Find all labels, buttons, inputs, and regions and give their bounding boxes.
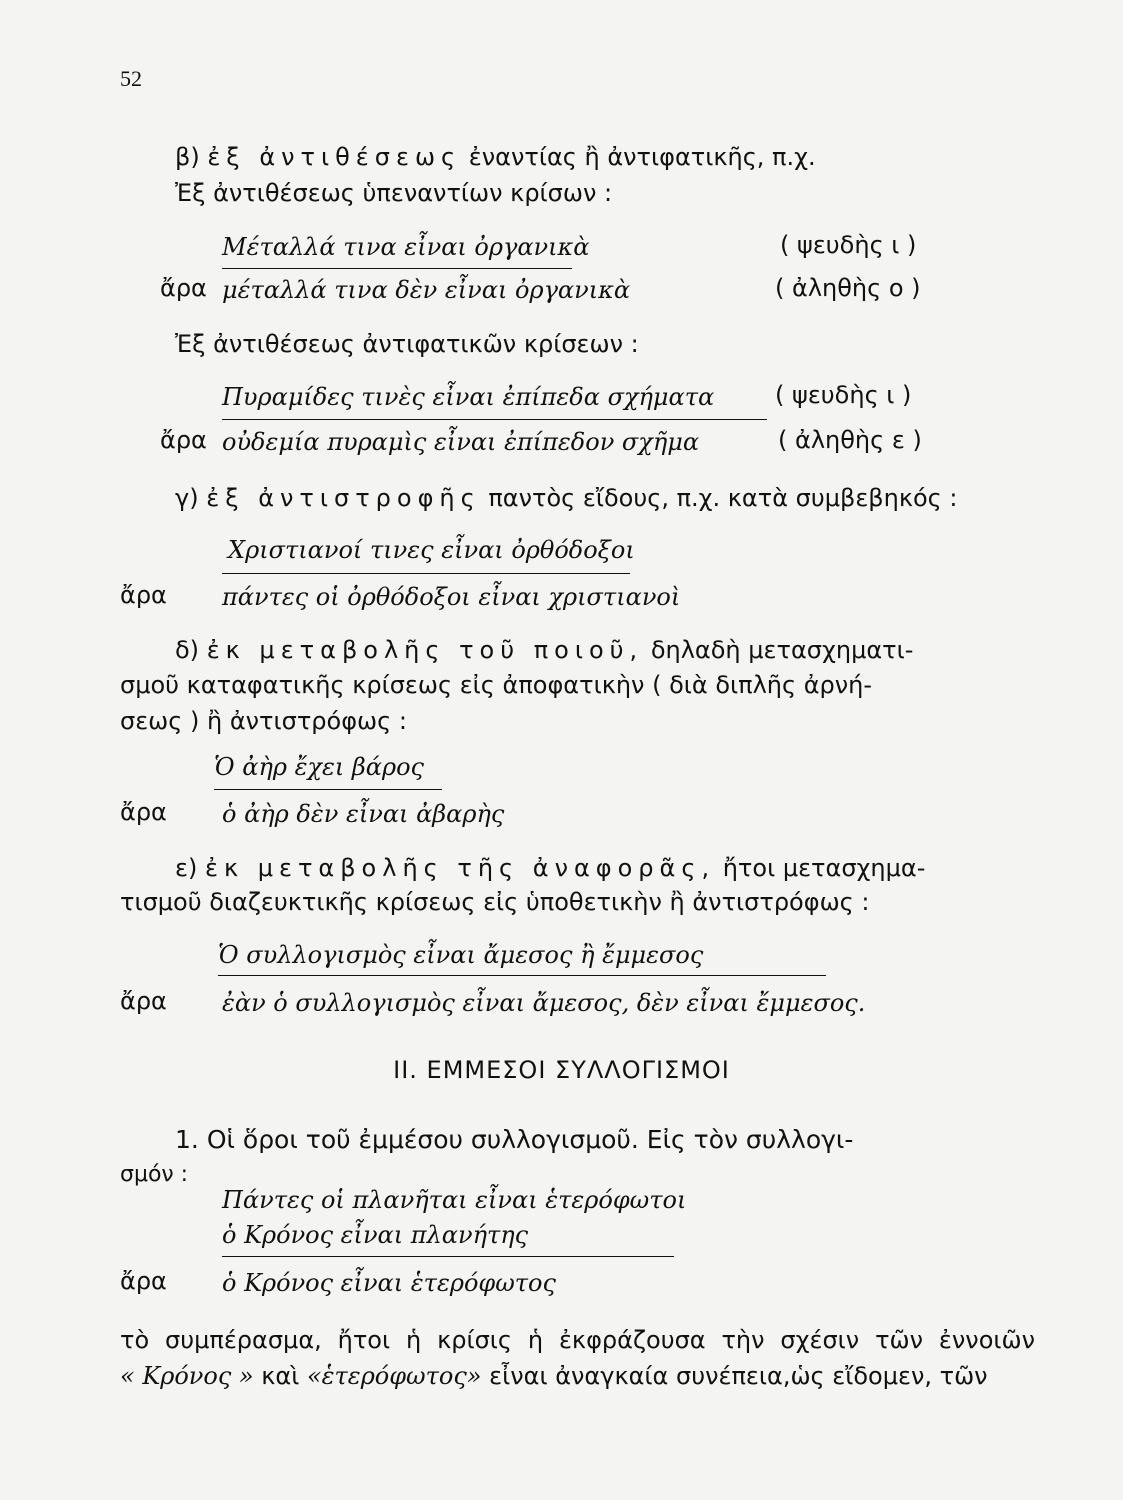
b-ex1-conclusion: μέταλλά τινα δὲν εἶναι ὀργανικὰ (222, 276, 631, 304)
item-c-emphasis: ἐξ ἀντιστροφῆς (206, 484, 481, 512)
item-b-sub1: Ἐξ ἀντιθέσεως ὑπεναντίων κρίσων : (175, 179, 613, 207)
b-ex1-rule (222, 268, 572, 269)
s1-conclusion: ὁ Κρόνος εἶναι ἑτερόφωτος (222, 1269, 556, 1297)
item-b-rest: ἐναντίας ἢ ἀντιφατικῆς, π.χ. (468, 143, 816, 171)
s1-line1 (175, 1125, 853, 1155)
e-ara: ἄρα (120, 987, 167, 1015)
page-number: 52 (120, 66, 142, 91)
b-ex2-conclusion-note: ( ἀληθὴς ε ) (778, 426, 922, 454)
item-b-heading (175, 142, 816, 172)
item-b-label: β) (175, 143, 200, 171)
s1-para-quote2: «ἑτερόφωτος» (306, 1362, 482, 1390)
c-rule (222, 573, 630, 574)
e-premise: Ὁ συλλογισμὸς εἶναι ἄμεσος ἢ ἔμμεσος (218, 941, 704, 969)
c-conclusion: πάντες οἱ ὀρθόδοξοι εἶναι χριστιανοὶ (222, 583, 681, 611)
c-ara: ἄρα (120, 581, 167, 609)
item-e-emphasis: ἐκ μεταβολῆς τῆς ἀναφορᾶς, (204, 854, 716, 882)
d-conclusion: ὁ ἀὴρ δὲν εἶναι ἀβαρὴς (222, 800, 505, 828)
item-e-line1-rest: ἤτοι μετασχημα- (722, 854, 926, 882)
d-rule (214, 789, 442, 790)
b-ex2-conclusion: οὐδεμία πυραμὶς εἶναι ἐπίπεδον σχῆμα (222, 428, 700, 456)
section-heading: ΙΙ. ΕΜΜΕΣΟΙ ΣΥΛΛΟΓΙΣΜΟΙ (393, 1056, 730, 1084)
b-ex2-premise-note: ( ψευδὴς ι ) (775, 381, 912, 409)
d-premise: Ὁ ἀὴρ ἔχει βάρος (214, 753, 424, 781)
item-b-emphasis: ἐξ ἀντιθέσεως (207, 143, 462, 171)
s1-rule (222, 1256, 674, 1257)
b-ex1-premise: Μέταλλά τινα εἶναι ὀργανικὰ (222, 233, 590, 261)
item-e-line1 (175, 853, 925, 883)
b-ex2-ara: ἄρα (160, 426, 207, 454)
item-d-line1-rest: δηλαδὴ μετασχηματι- (650, 636, 914, 664)
item-e-line2: τισμοῦ διαζευκτικῆς κρίσεως εἰς ὑποθετικὴν ἢ ἀντιστρόφως : (120, 888, 870, 916)
s1-premise2: ὁ Κρόνος εἶναι πλανήτης (222, 1221, 529, 1249)
item-d-line2: σμοῦ καταφατικῆς κρίσεως εἰς ἀποφατικὴν ( διὰ διπλῆς ἀρνή- (120, 671, 873, 699)
item-d-line1 (175, 635, 913, 665)
b-ex1-conclusion-note: ( ἀληθὴς ο ) (775, 274, 921, 302)
b-ex2-rule (222, 419, 767, 420)
s1-para-quote1: « Κρόνος » (120, 1362, 254, 1390)
s1-line2: σμόν : (120, 1162, 189, 1187)
d-ara: ἄρα (120, 798, 167, 826)
item-d-label: δ) (175, 636, 200, 664)
b-ex1-premise-note: ( ψευδὴς ι ) (780, 231, 917, 259)
item-c-heading (175, 483, 957, 513)
item-b-sub2: Ἐξ ἀντιθέσεως ἀντιφατικῶν κρίσεων : (175, 330, 639, 358)
e-rule (218, 975, 826, 976)
s1-para-line2 (120, 1361, 1035, 1391)
c-premise: Χριστιανοί τινες εἶναι ὀρθόδοξοι (228, 536, 635, 564)
b-ex1-ara: ἄρα (160, 274, 207, 302)
s1-premise1: Πάντες οἱ πλανῆται εἶναι ἑτερόφωτοι (222, 1186, 687, 1214)
s1-para-rest: εἶναι ἀναγκαία συνέπεια,ὡς εἴδομεν, τῶν (489, 1362, 988, 1390)
item-e-label: ε) (175, 854, 198, 882)
item-c-label: γ) (175, 484, 199, 512)
s1-number: 1. (175, 1125, 199, 1154)
s1-ara: ἄρα (120, 1267, 167, 1295)
item-d-line3: σεως ) ἢ ἀντιστρόφως : (120, 707, 407, 735)
item-c-rest: παντὸς εἴδους, π.χ. κατὰ συμβεβηκός : (488, 484, 958, 512)
s1-para-kai: καὶ (261, 1362, 300, 1390)
e-conclusion: ἐὰν ὁ συλλογισμὸς εἶναι ἄμεσος, δὲν εἶναι ἔμμεσος. (222, 989, 866, 1017)
s1-para-line1: τὸ συμπέρασμα, ἤτοι ἡ κρίσις ἡ ἐκφράζουσα τὴν σχέσιν τῶν ἐννοιῶν (120, 1326, 1035, 1354)
item-d-emphasis: ἐκ μεταβολῆς τοῦ ποιοῦ, (206, 636, 644, 664)
b-ex2-premise: Πυραμίδες τινὲς εἶναι ἐπίπεδα σχήματα (222, 383, 715, 411)
s1-title: Οἱ ὅροι τοῦ ἐμμέσου συλλογισμοῦ. (206, 1125, 639, 1154)
s1-rest: Εἰς τὸν συλλογι- (646, 1125, 854, 1154)
